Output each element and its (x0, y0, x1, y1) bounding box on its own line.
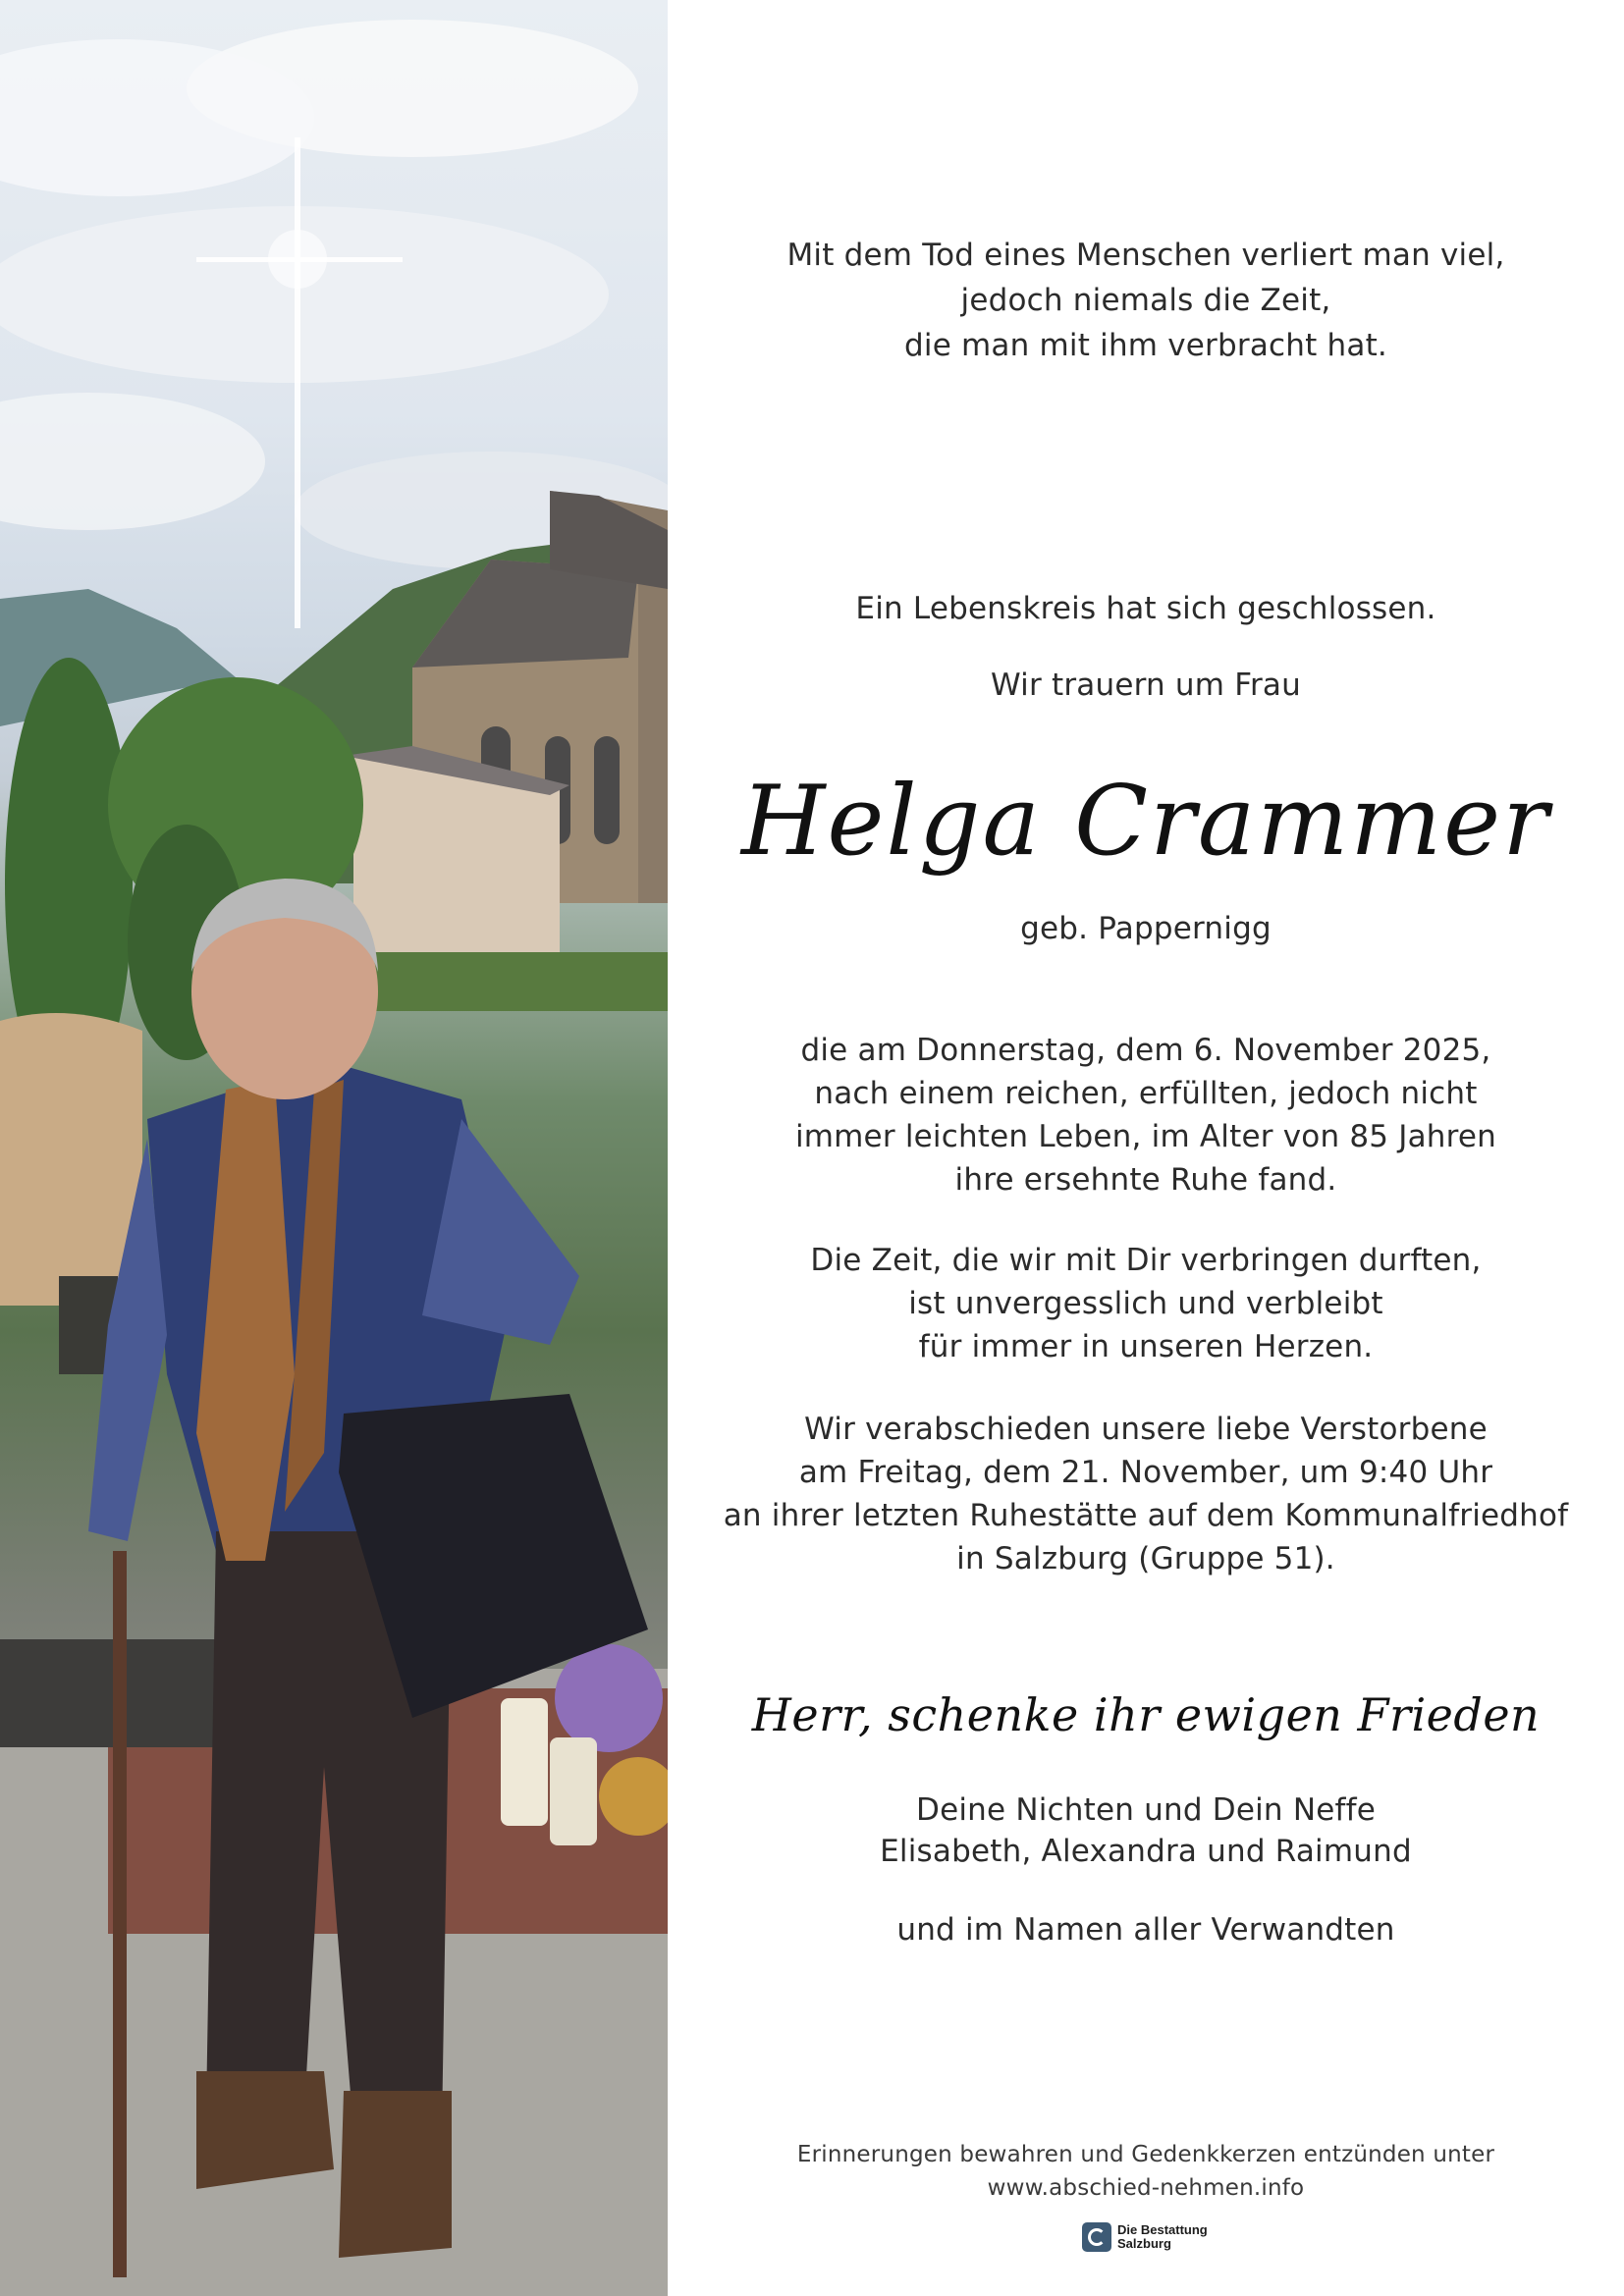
death-notice-line-1: die am Donnerstag, dem 6. November 2025, (800, 1033, 1491, 1068)
quote-line-3: die man mit ihm verbracht hat. (904, 328, 1387, 363)
obituary-text-column (668, 0, 1624, 2296)
death-notice-line-3: immer leichten Leben, im Alter von 85 Jahren (794, 1119, 1497, 1154)
mourn-intro-text: Wir trauern um Frau (991, 667, 1301, 703)
memory-line-1: Die Zeit, die wir mit Dir verbringen durften, (810, 1243, 1482, 1278)
logo-text (1117, 2223, 1208, 2251)
cemetery-scene-image (0, 0, 668, 2296)
portrait-photo (0, 0, 668, 2296)
mourners-line-3: und im Namen aller Verwandten (896, 1912, 1395, 1948)
quote-line-2: jedoch niemals die Zeit, (960, 283, 1331, 318)
memory-line-2: ist unvergesslich und verbleibt (908, 1286, 1383, 1321)
farewell-line-4: in Salzburg (Gruppe 51). (956, 1541, 1335, 1576)
death-notice-line-4: ihre ersehnte Ruhe fand. (954, 1162, 1337, 1198)
deceased-name: Helga Crammer (740, 766, 1551, 878)
mourners-line-1: Deine Nichten und Dein Neffe (916, 1792, 1376, 1828)
farewell-line-3: an ihrer letzten Ruhestätte auf dem Kommunalfriedhof (723, 1498, 1569, 1533)
farewell-line-1: Wir verabschieden unsere liebe Verstorbene (804, 1412, 1488, 1447)
blessing-text: Herr, schenke ihr ewigen Frieden (751, 1688, 1541, 1741)
mourners-line-2: Elisabeth, Alexandra und Raimund (880, 1834, 1412, 1869)
footer-url-link[interactable]: www.abschied-nehmen.info (987, 2175, 1305, 2201)
logo-text-line-2: Salzburg (1117, 2236, 1171, 2251)
memory-line-3: für immer in unseren Herzen. (918, 1329, 1374, 1364)
bestattung-logo (1082, 2222, 1208, 2252)
farewell-line-2: am Freitag, dem 21. November, um 9:40 Uhr (798, 1455, 1493, 1490)
life-circle-text: Ein Lebenskreis hat sich geschlossen. (855, 591, 1436, 626)
quote-line-1: Mit dem Tod eines Menschen verliert man viel, (786, 238, 1505, 273)
birth-name: geb. Pappernigg (1020, 911, 1272, 946)
death-notice-line-2: nach einem reichen, erfüllten, jedoch nicht (814, 1076, 1478, 1111)
logo-icon (1082, 2222, 1111, 2252)
logo-text-line-1: Die Bestattung (1117, 2222, 1208, 2237)
footer-line-1: Erinnerungen bewahren und Gedenkkerzen entzünden unter (796, 2142, 1495, 2167)
